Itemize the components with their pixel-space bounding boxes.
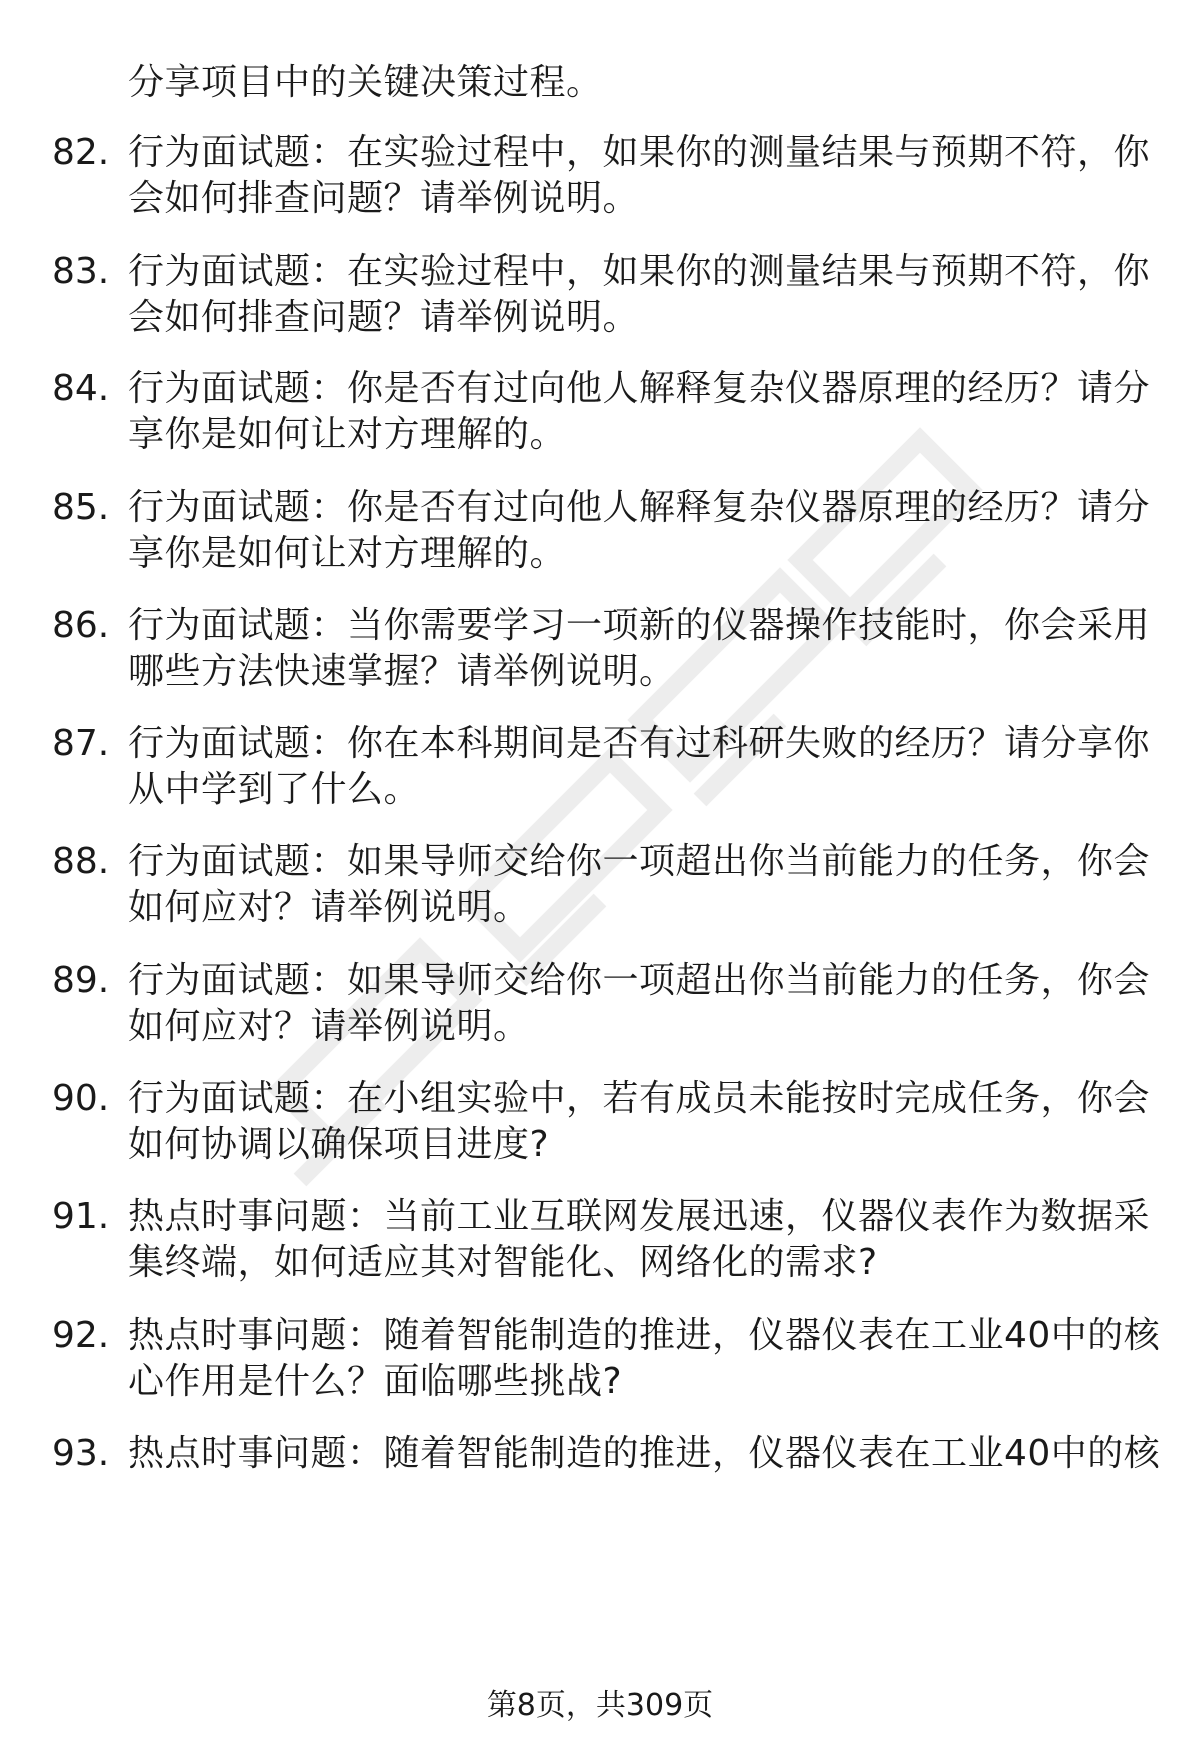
- question-line-1: 行为面试题：如果导师交给你一项超出你当前能力的任务，你会: [128, 960, 1151, 1001]
- question-number: 91.: [52, 1196, 110, 1237]
- question-line-1: 行为面试题：当你需要学习一项新的仪器操作技能时，你会采用: [128, 605, 1151, 646]
- question-number: 85.: [52, 487, 110, 528]
- question-line-2: 从中学到了什么。: [128, 769, 421, 810]
- question-line-2: 心作用是什么？面临哪些挑战?: [128, 1361, 623, 1402]
- question-line-1: 行为面试题：在实验过程中，如果你的测量结果与预期不符，你: [128, 251, 1151, 292]
- question-number: 84.: [52, 368, 110, 409]
- question-line-1: 热点时事问题：随着智能制造的推进，仪器仪表在工业40中的核: [128, 1315, 1161, 1356]
- question-line-1: 行为面试题：你是否有过向他人解释复杂仪器原理的经历？请分: [128, 368, 1151, 409]
- question-line-1: 行为面试题：在小组实验中，若有成员未能按时完成任务，你会: [128, 1078, 1151, 1119]
- question-line-1: 行为面试题：你在本科期间是否有过科研失败的经历？请分享你: [128, 723, 1151, 764]
- question-number: 92.: [52, 1315, 110, 1356]
- question-number: 93.: [52, 1433, 110, 1474]
- question-number: 86.: [52, 605, 110, 646]
- question-line-2: 如何应对？请举例说明。: [128, 887, 530, 928]
- question-line-1: 行为面试题：在实验过程中，如果你的测量结果与预期不符，你: [128, 132, 1151, 173]
- question-number: 88.: [52, 841, 110, 882]
- question-number: 87.: [52, 723, 110, 764]
- question-line-2: 会如何排查问题？请举例说明。: [128, 297, 640, 338]
- page-footer: 第8页，共309页: [486, 1688, 714, 1723]
- question-line-2: 会如何排查问题？请举例说明。: [128, 178, 640, 219]
- question-line-2: 享你是如何让对方理解的。: [128, 533, 567, 574]
- question-line-2: 哪些方法快速掌握？请举例说明。: [128, 651, 676, 692]
- question-number: 82.: [52, 132, 110, 173]
- question-line-1: 行为面试题：你是否有过向他人解释复杂仪器原理的经历？请分: [128, 487, 1151, 528]
- question-line-1: 热点时事问题：随着智能制造的推进，仪器仪表在工业40中的核: [128, 1433, 1161, 1474]
- question-line-2: 集终端，如何适应其对智能化、网络化的需求?: [128, 1242, 878, 1283]
- question-line-1: 行为面试题：如果导师交给你一项超出你当前能力的任务，你会: [128, 841, 1151, 882]
- question-line-2: 如何应对？请举例说明。: [128, 1006, 530, 1047]
- continuation-line: 分享项目中的关键决策过程。: [128, 62, 603, 103]
- question-number: 90.: [52, 1078, 110, 1119]
- question-line-1: 热点时事问题：当前工业互联网发展迅速，仪器仪表作为数据采: [128, 1196, 1151, 1237]
- question-line-2: 如何协调以确保项目进度?: [128, 1124, 550, 1165]
- question-line-2: 享你是如何让对方理解的。: [128, 414, 567, 455]
- question-number: 83.: [52, 251, 110, 292]
- question-number: 89.: [52, 960, 110, 1001]
